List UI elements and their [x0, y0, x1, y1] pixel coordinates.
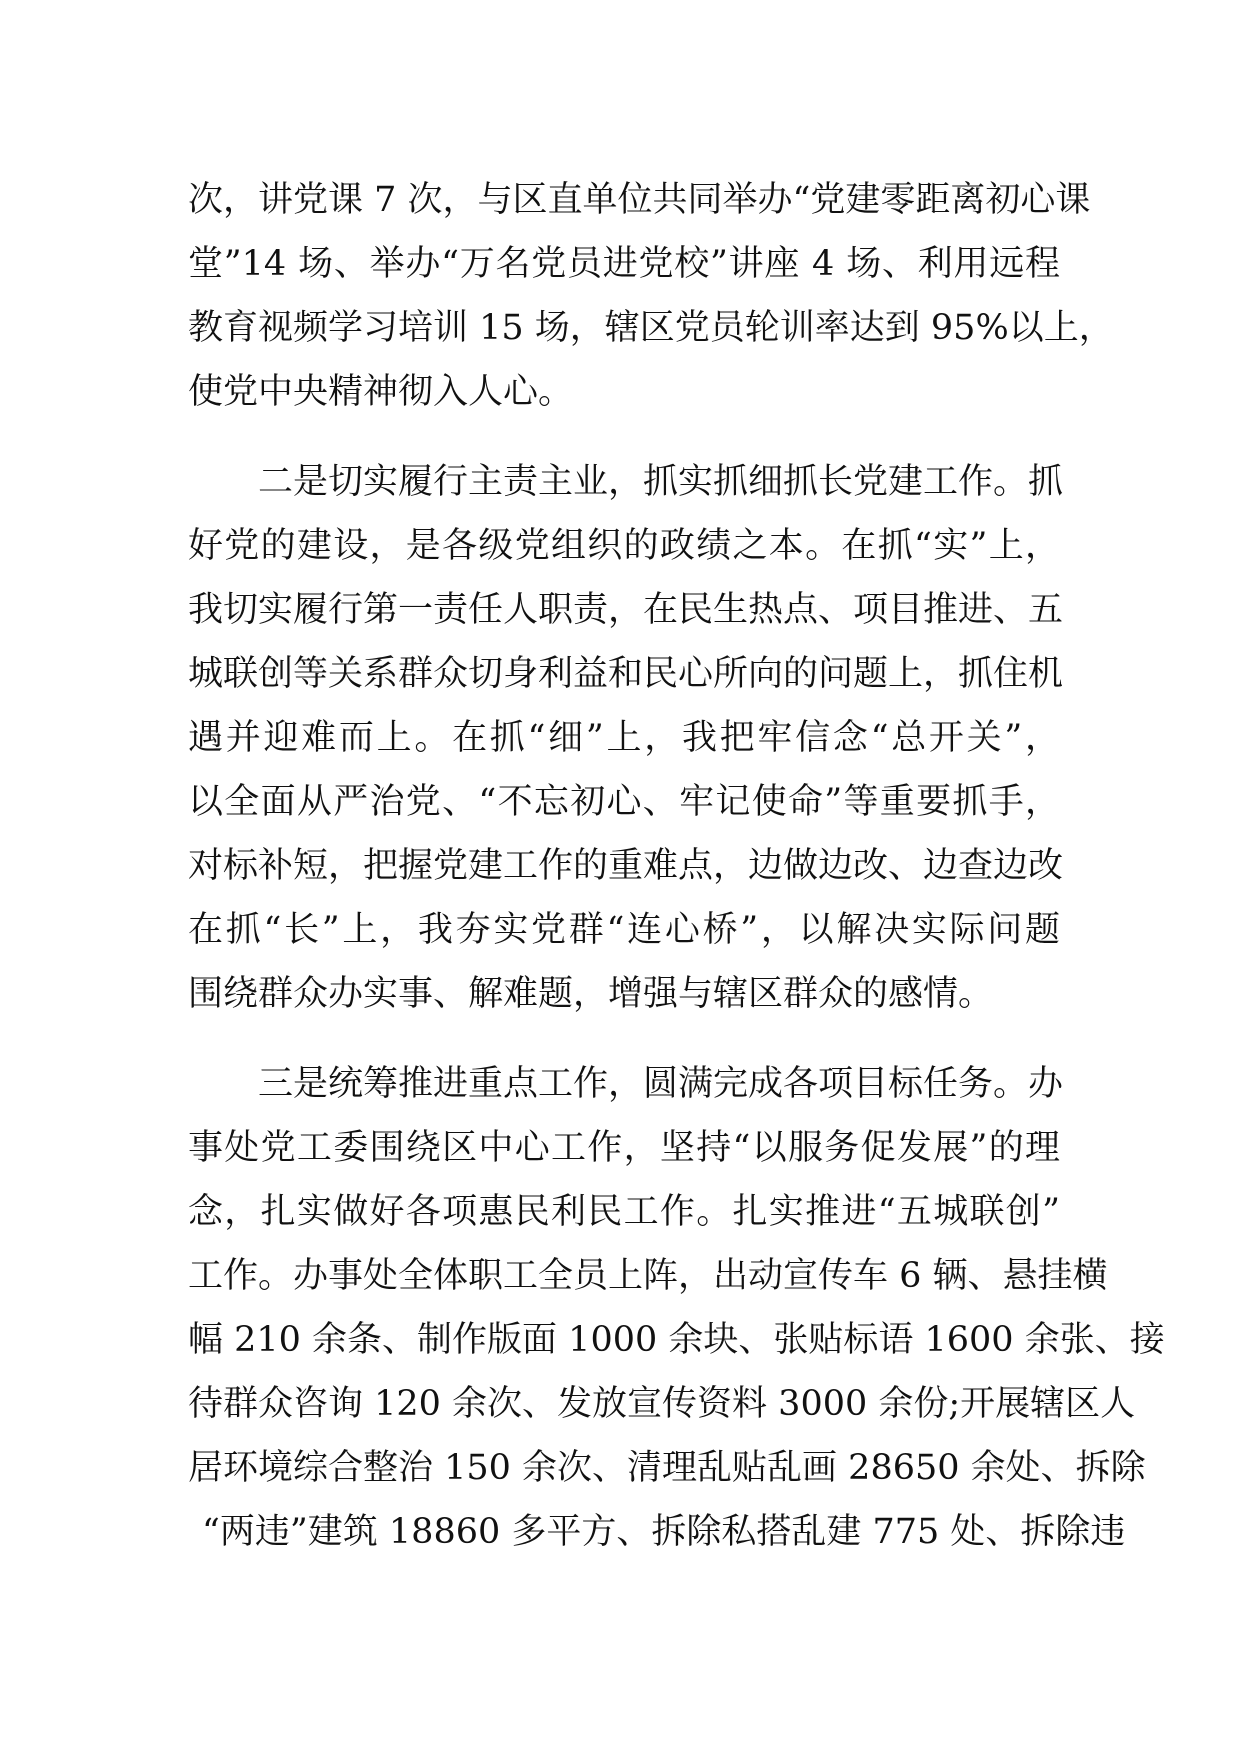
text-line: 以全面从严治党、“不忘初心、牢记使命”等重要抓手， [188, 782, 1060, 822]
text-line: 使党中央精神彻入人心。 [188, 372, 574, 412]
text-line: 次，讲党课 7 次，与区直单位共同举办“党建零距离初心课 [188, 180, 1091, 220]
text-line: 我切实履行第一责任人职责，在民生热点、项目推进、五 [188, 590, 1064, 630]
paragraph-spacer [188, 1026, 1060, 1052]
text-line: “两违”建筑 18860 多平方、拆除私搭乱建 775 处、拆除违 [202, 1512, 1126, 1552]
text-line: 工作。办事处全体职工全员上阵，出动宣传车 6 辆、悬挂横 [188, 1256, 1108, 1296]
text-line: 三是统筹推进重点工作，圆满完成各项目标任务。办 [258, 1064, 1064, 1104]
paragraph-1 [188, 168, 1114, 424]
text-line: 对标补短，把握党建工作的重难点，边做边改、边查边改 [188, 846, 1064, 886]
text-line: 幅 210 余条、制作版面 1000 余块、张贴标语 1600 余张、接 [188, 1320, 1165, 1360]
text-line: 堂”14 场、举办“万名党员进党校”讲座 4 场、利用远程 [188, 244, 1060, 284]
text-line: 二是切实履行主责主业，抓实抓细抓长党建工作。抓 [258, 462, 1064, 502]
text-line: 好党的建设，是各级党组织的政绩之本。在抓“实”上， [188, 526, 1060, 566]
text-line: 教育视频学习培训 15 场，辖区党员轮训率达到 95%以上， [188, 308, 1114, 348]
text-line: 遇并迎难而上。在抓“细”上，我把牢信念“总开关”， [188, 718, 1060, 758]
text-line: 围绕群众办实事、解难题，增强与辖区群众的感情。 [188, 974, 994, 1014]
paragraph-spacer [188, 424, 1060, 450]
paragraph-2 [188, 450, 1064, 1026]
body-text [188, 168, 1165, 1564]
text-line: 念，扎实做好各项惠民利民工作。扎实推进“五城联创” [188, 1192, 1060, 1232]
text-line: 在抓“长”上，我夯实党群“连心桥”，以解决实际问题 [188, 910, 1060, 950]
text-line: 待群众咨询 120 余次、发放宣传资料 3000 余份;开展辖区人 [188, 1384, 1136, 1424]
text-line: 城联创等关系群众切身利益和民心所向的问题上，抓住机 [188, 654, 1064, 694]
text-line: 事处党工委围绕区中心工作，坚持“以服务促发展”的理 [188, 1128, 1060, 1168]
text-line: 居环境综合整治 150 余次、清理乱贴乱画 28650 余处、拆除 [188, 1448, 1146, 1488]
paragraph-3 [188, 1052, 1165, 1564]
